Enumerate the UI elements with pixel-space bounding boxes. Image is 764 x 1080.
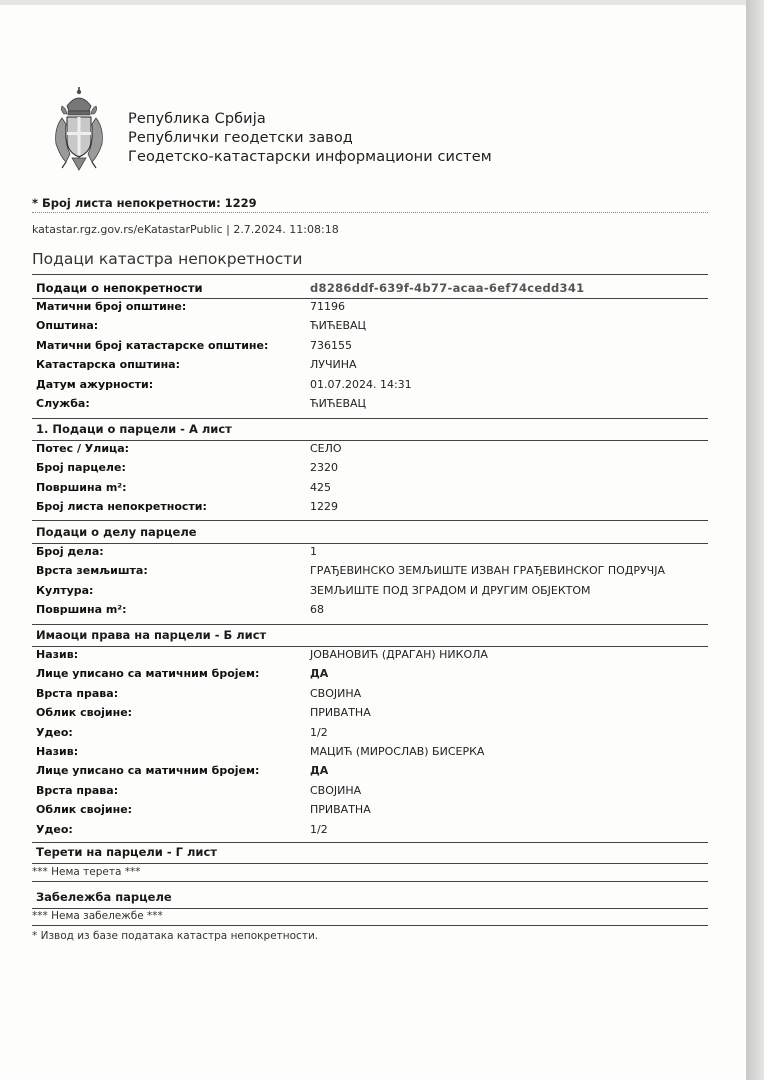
field-value: 425: [310, 480, 331, 494]
property-header-label: Подаци о непокретности: [36, 281, 203, 295]
field-value: ДА: [310, 667, 329, 681]
footer-note: * Извод из базе података катастра непокретности.: [32, 930, 319, 942]
field-label: Врста права:: [36, 686, 119, 700]
field-label: Служба:: [36, 397, 90, 410]
field-row: [32, 543, 708, 562]
field-value: ПРИВАТНА: [310, 803, 371, 817]
divider: [32, 881, 708, 882]
property-id: d8286ddf-639f-4b77-acaa-6ef74cedd341: [310, 281, 585, 295]
burdens-note: *** Нема терета ***: [32, 866, 141, 878]
field-label: Потес / Улица:: [36, 442, 130, 455]
parcel-section-title: 1. Подаци о парцели - А лист: [36, 422, 232, 436]
field-row: [32, 646, 708, 665]
field-label: Назив:: [36, 745, 79, 758]
field-row: [32, 562, 708, 581]
divider: [32, 520, 708, 521]
field-label: Лице уписано са матичним бројем:: [36, 667, 260, 681]
field-value: ЈОВАНОВИЋ (ДРАГАН) НИКОЛА: [310, 648, 488, 661]
field-row: [32, 782, 708, 801]
field-label: Датум ажурности:: [36, 377, 154, 391]
parcel-part-section-header: [32, 522, 708, 542]
remarks-section-header: [32, 887, 708, 907]
property-header-row: [32, 279, 708, 298]
field-value: 71196: [310, 300, 345, 313]
scan-edge-top: [0, 0, 746, 5]
field-row: [32, 743, 708, 762]
field-value: ГРАЂЕВИНСКО ЗЕМЉИШТЕ ИЗВАН ГРАЂЕВИНСКОГ ПОДРУЧЈА: [310, 564, 665, 578]
field-value: 1229: [310, 500, 338, 514]
field-label: Удео:: [36, 822, 73, 836]
field-value: 736155: [310, 338, 352, 352]
field-row: [32, 395, 708, 414]
field-row: [32, 298, 708, 317]
remarks-section-title: Забележба парцеле: [36, 890, 172, 904]
field-label: Врста земљишта:: [36, 564, 148, 578]
field-row: [32, 376, 708, 395]
field-row: [32, 337, 708, 356]
field-label: Матични број катастарске општине:: [36, 338, 269, 352]
field-row: [32, 704, 708, 723]
field-label: Лице уписано са матичним бројем:: [36, 764, 260, 778]
divider: [32, 908, 708, 909]
field-value: 01.07.2024. 14:31: [310, 377, 412, 391]
parcel-section-header: [32, 419, 708, 439]
owners-section-title: Имаоци права на парцели - Б лист: [36, 628, 267, 642]
list-number-line: * Број листа непокретности: 1229: [32, 196, 257, 210]
field-value: СВОЈИНА: [310, 783, 362, 797]
field-value: СЕЛО: [310, 442, 342, 455]
field-value: ЛУЧИНА: [310, 358, 357, 372]
field-label: Број листа непокретности:: [36, 500, 207, 514]
field-row: [32, 479, 708, 498]
source-url-timestamp: katastar.rgz.gov.rs/eKatastarPublic | 2.7.2024. 11:08:18: [32, 223, 339, 236]
field-label: Удео:: [36, 725, 73, 739]
title-divider: [32, 274, 708, 275]
header-republic: Република Србија: [128, 111, 266, 127]
page-title: Подаци катастра непокретности: [32, 250, 303, 268]
field-row: [32, 685, 708, 704]
divider: [32, 925, 708, 926]
parcel-part-section-title: Подаци о делу парцеле: [36, 525, 197, 539]
field-value: 1/2: [310, 822, 328, 836]
serbia-coat-of-arms-icon: [52, 84, 106, 174]
field-value: СВОЈИНА: [310, 686, 362, 700]
field-label: Облик својине:: [36, 706, 133, 720]
burdens-section-header: [32, 842, 708, 862]
field-row: [32, 356, 708, 375]
field-row: [32, 601, 708, 620]
field-value: ЋИЋЕВАЦ: [310, 397, 367, 410]
field-label: Површина m²:: [36, 603, 127, 617]
field-label: Врста права:: [36, 783, 119, 797]
field-label: Култура:: [36, 583, 94, 597]
field-value: 1/2: [310, 725, 328, 739]
field-row: [32, 801, 708, 820]
field-label: Матични број општине:: [36, 300, 187, 313]
divider: [32, 863, 708, 864]
field-value: МАЦИЋ (МИРОСЛАВ) БИСЕРКА: [310, 745, 485, 758]
field-row: [32, 317, 708, 336]
remarks-note: *** Нема забележбе ***: [32, 910, 163, 922]
field-value: ДА: [310, 764, 329, 778]
field-label: Облик својине:: [36, 803, 133, 817]
field-row: [32, 762, 708, 781]
field-value: ЋИЋЕВАЦ: [310, 319, 367, 333]
scan-edge-right: [746, 0, 764, 1080]
field-value: 2320: [310, 461, 338, 475]
burdens-section-title: Терети на парцели - Г лист: [36, 845, 217, 859]
field-label: Назив:: [36, 648, 79, 661]
field-value: 68: [310, 603, 324, 617]
field-row: [32, 498, 708, 517]
field-label: Катастарска општина:: [36, 358, 180, 372]
field-row: [32, 665, 708, 684]
header-system: Геодетско-катастарски информациони систем: [128, 149, 492, 165]
field-label: Број дела:: [36, 545, 104, 558]
field-label: Општина:: [36, 319, 99, 333]
field-row: [32, 821, 708, 840]
field-label: Површина m²:: [36, 480, 127, 494]
field-label: Број парцеле:: [36, 461, 126, 475]
field-value: ЗЕМЉИШТЕ ПОД ЗГРАДОМ И ДРУГИМ ОБЈЕКТОМ: [310, 583, 591, 597]
owners-section-header: [32, 625, 708, 645]
field-row: [32, 582, 708, 601]
field-value: 1: [310, 545, 317, 558]
divider: [32, 212, 708, 213]
field-row: [32, 724, 708, 743]
field-row: [32, 459, 708, 478]
field-value: ПРИВАТНА: [310, 706, 371, 720]
field-row: [32, 440, 708, 459]
header-institute: Републички геодетски завод: [128, 130, 353, 146]
